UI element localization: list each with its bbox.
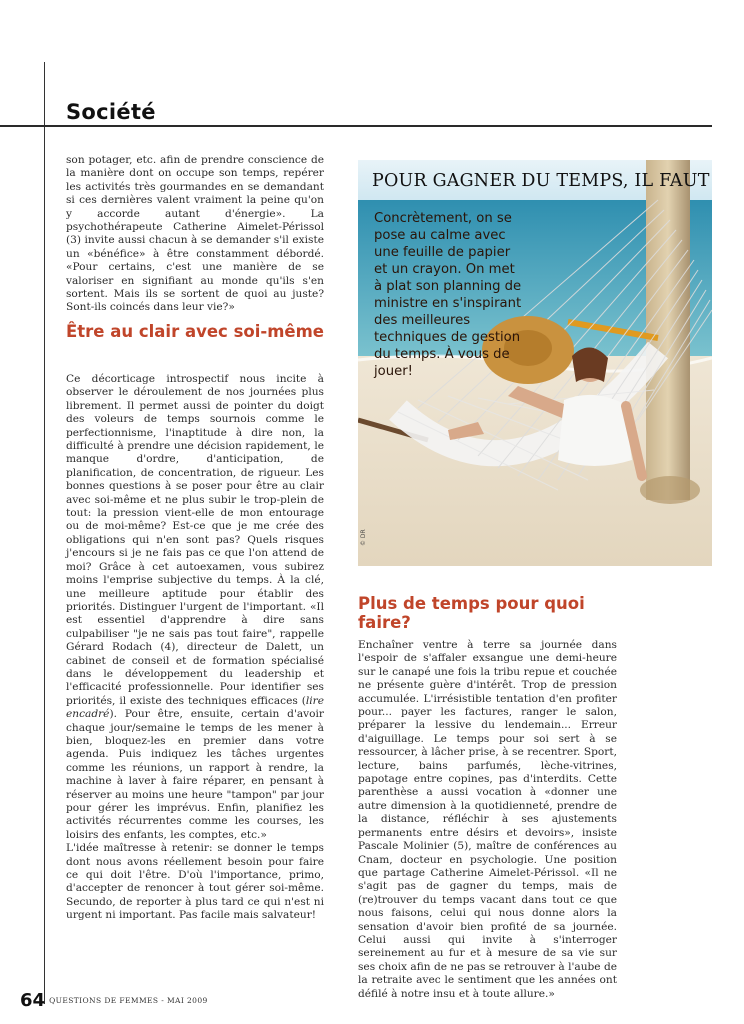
subheading-clear: Être au clair avec soi-même <box>66 322 324 341</box>
box-text: Concrètement, on se pose au calme avec une feuille de papier et un crayon. On met à plat son planning de ministre en s'inspirant des meilleures techniques de gestion du temps. À vous de jouer! <box>374 211 522 379</box>
body-paragraph-2: L'idée maîtresse à retenir: se donner le temps dont nous avons réellement besoin pour faire ce qui doit l'être. D'où l'importance, primo, d'accepter de renoncer à tout gérer soi-même. Secundo, de reporter à plus tard ce qui n'est ni urgent ni important. Pas facile mais salvateur! <box>66 842 324 922</box>
right-heading-block <box>358 594 618 632</box>
section-title: Société <box>66 100 156 124</box>
box-title: POUR GAGNER DU TEMPS, IL FAUT <box>372 171 710 191</box>
body-text-a: Ce décorticage introspectif nous incite à observer le déroulement de nos journées plus librement. Il permet aussi de pointer du doigt des voleurs de temps sournois comme le perfectionnisme, l'inaptitude à dire non, la difficulté à prendre une décision rapidement, le manque d'ordre, d'anticipation, de planification, de concentration, de rigueur. Les bonnes questions à se poser pour être au clair avec soi-même et ne plus subir le trop-plein de tout: la pression vient-elle de mon entourage ou de moi-même? Est-ce que je me crée des obligations qui n'en sont pas? Quels risques j'encours si je ne fais pas ce que l'on attend de moi? Grâce à cet autoexamen, vous subirez moins l'emprise subjective du temps. À la clé, une meilleure aptitude pour établir des priorités. Distinguer l'urgent de l'important. «Il est essentiel d'apprendre à dire sans culpabiliser "je ne sais pas tout faire", rappelle Gérard Rodach (4), directeur de Dalett, un cabinet de conseil et de formation spécialisé dans le développement du leadership et l'efficacité professionnelle. Pour identifier ses priorités, il existe des techniques efficaces ( <box>66 373 324 707</box>
magazine-line: QUESTIONS DE FEMMES - MAI 2009 <box>49 996 208 1005</box>
intro-paragraph: son potager, etc. afin de prendre conscience de la manière dont on occupe son temps, repérer les activités très gourmandes en se demandant si ces dernières valent vraiment la peine qu'on y accorde autant d'énergie». La psychothérapeute Catherine Aimelet-Périssol (3) invite aussi chacun à se demander s'il existe un «bénéfice» à être constamment débordé. «Pour certains, c'est une manière de se valoriser en signifiant au monde qu'ils s'en sortent. Mais ils se sortent de quoi au juste? Sont-ils coincés dans leur vie?» <box>66 154 324 314</box>
subheading-more-time: Plus de temps pour quoi faire? <box>358 594 585 632</box>
right-body-paragraph: Enchaîner ventre à terre sa journée dans l'espoir de s'affaler exsangue une demi-heure sur le canapé une fois la tribu repue et couchée ne présente guère d'intérêt. Trop de pression accumulée. L'irrésistible tentation d'en profiter pour... payer les factures, ranger le salon, préparer la lessive du lendemain... Erreur d'aiguillage. Le temps pour soi sert à se ressourcer, à lâcher prise, à se recentrer. Sport, lecture, bains parfumés, lèche-vitrines, papotage entre copines, pas d'interdits. Cette parenthèse a aussi vocation à «donner une autre dimension à la quotidienneté, prendre de la distance, réfléchir à ses ajustements permanents entre désirs et devoirs», insiste Pascale Molinier (5), maître de conférences au Cnam, docteur en psychologie. Une position que partage Catherine Aimelet-Périssol. «Il ne s'agit pas de gagner du temps, mais de (re)trouver du temps vacant dans tout ce que nous faisons, celui qui nous donne alors la sensation d'avoir bien profité de sa journée. Celui aussi qui invite à s'interroger sereinement au fur et à mesure de sa vie sur ses choix afin de ne pas se retrouver à l'aube de la retraite avec le sentiment que les années ont défilé à notre insu et à toute allure.» <box>358 639 617 1000</box>
page-footer <box>20 990 208 1011</box>
left-margin-rule <box>44 62 45 1004</box>
right-column <box>358 639 617 1001</box>
page-number: 64 <box>20 990 46 1011</box>
body-paragraph-1 <box>66 373 324 842</box>
header-rule <box>0 125 712 127</box>
photo-credit: © DR <box>360 529 367 546</box>
left-heading-block <box>66 322 326 341</box>
left-column-body <box>66 373 324 923</box>
hammock-photo-box <box>358 160 712 566</box>
left-column <box>66 154 324 315</box>
box-reference: lire encadré <box>66 694 324 721</box>
body-text-b: ). Pour être, ensuite, certain d'avoir chaque jour/semaine le temps de les mener à bien, bloquez-les en premier dans votre agenda. Puis indiquez les tâches urgentes comme les réunions, un rapport à rendre, la machine à laver à faire réparer, en pensant à réserver au moins une heure "tampon" par jour pour gérer les imprévus. Enfin, planifiez les activités récurrentes comme les courses, les loisirs des enfants, les comptes, etc.» <box>66 708 324 841</box>
